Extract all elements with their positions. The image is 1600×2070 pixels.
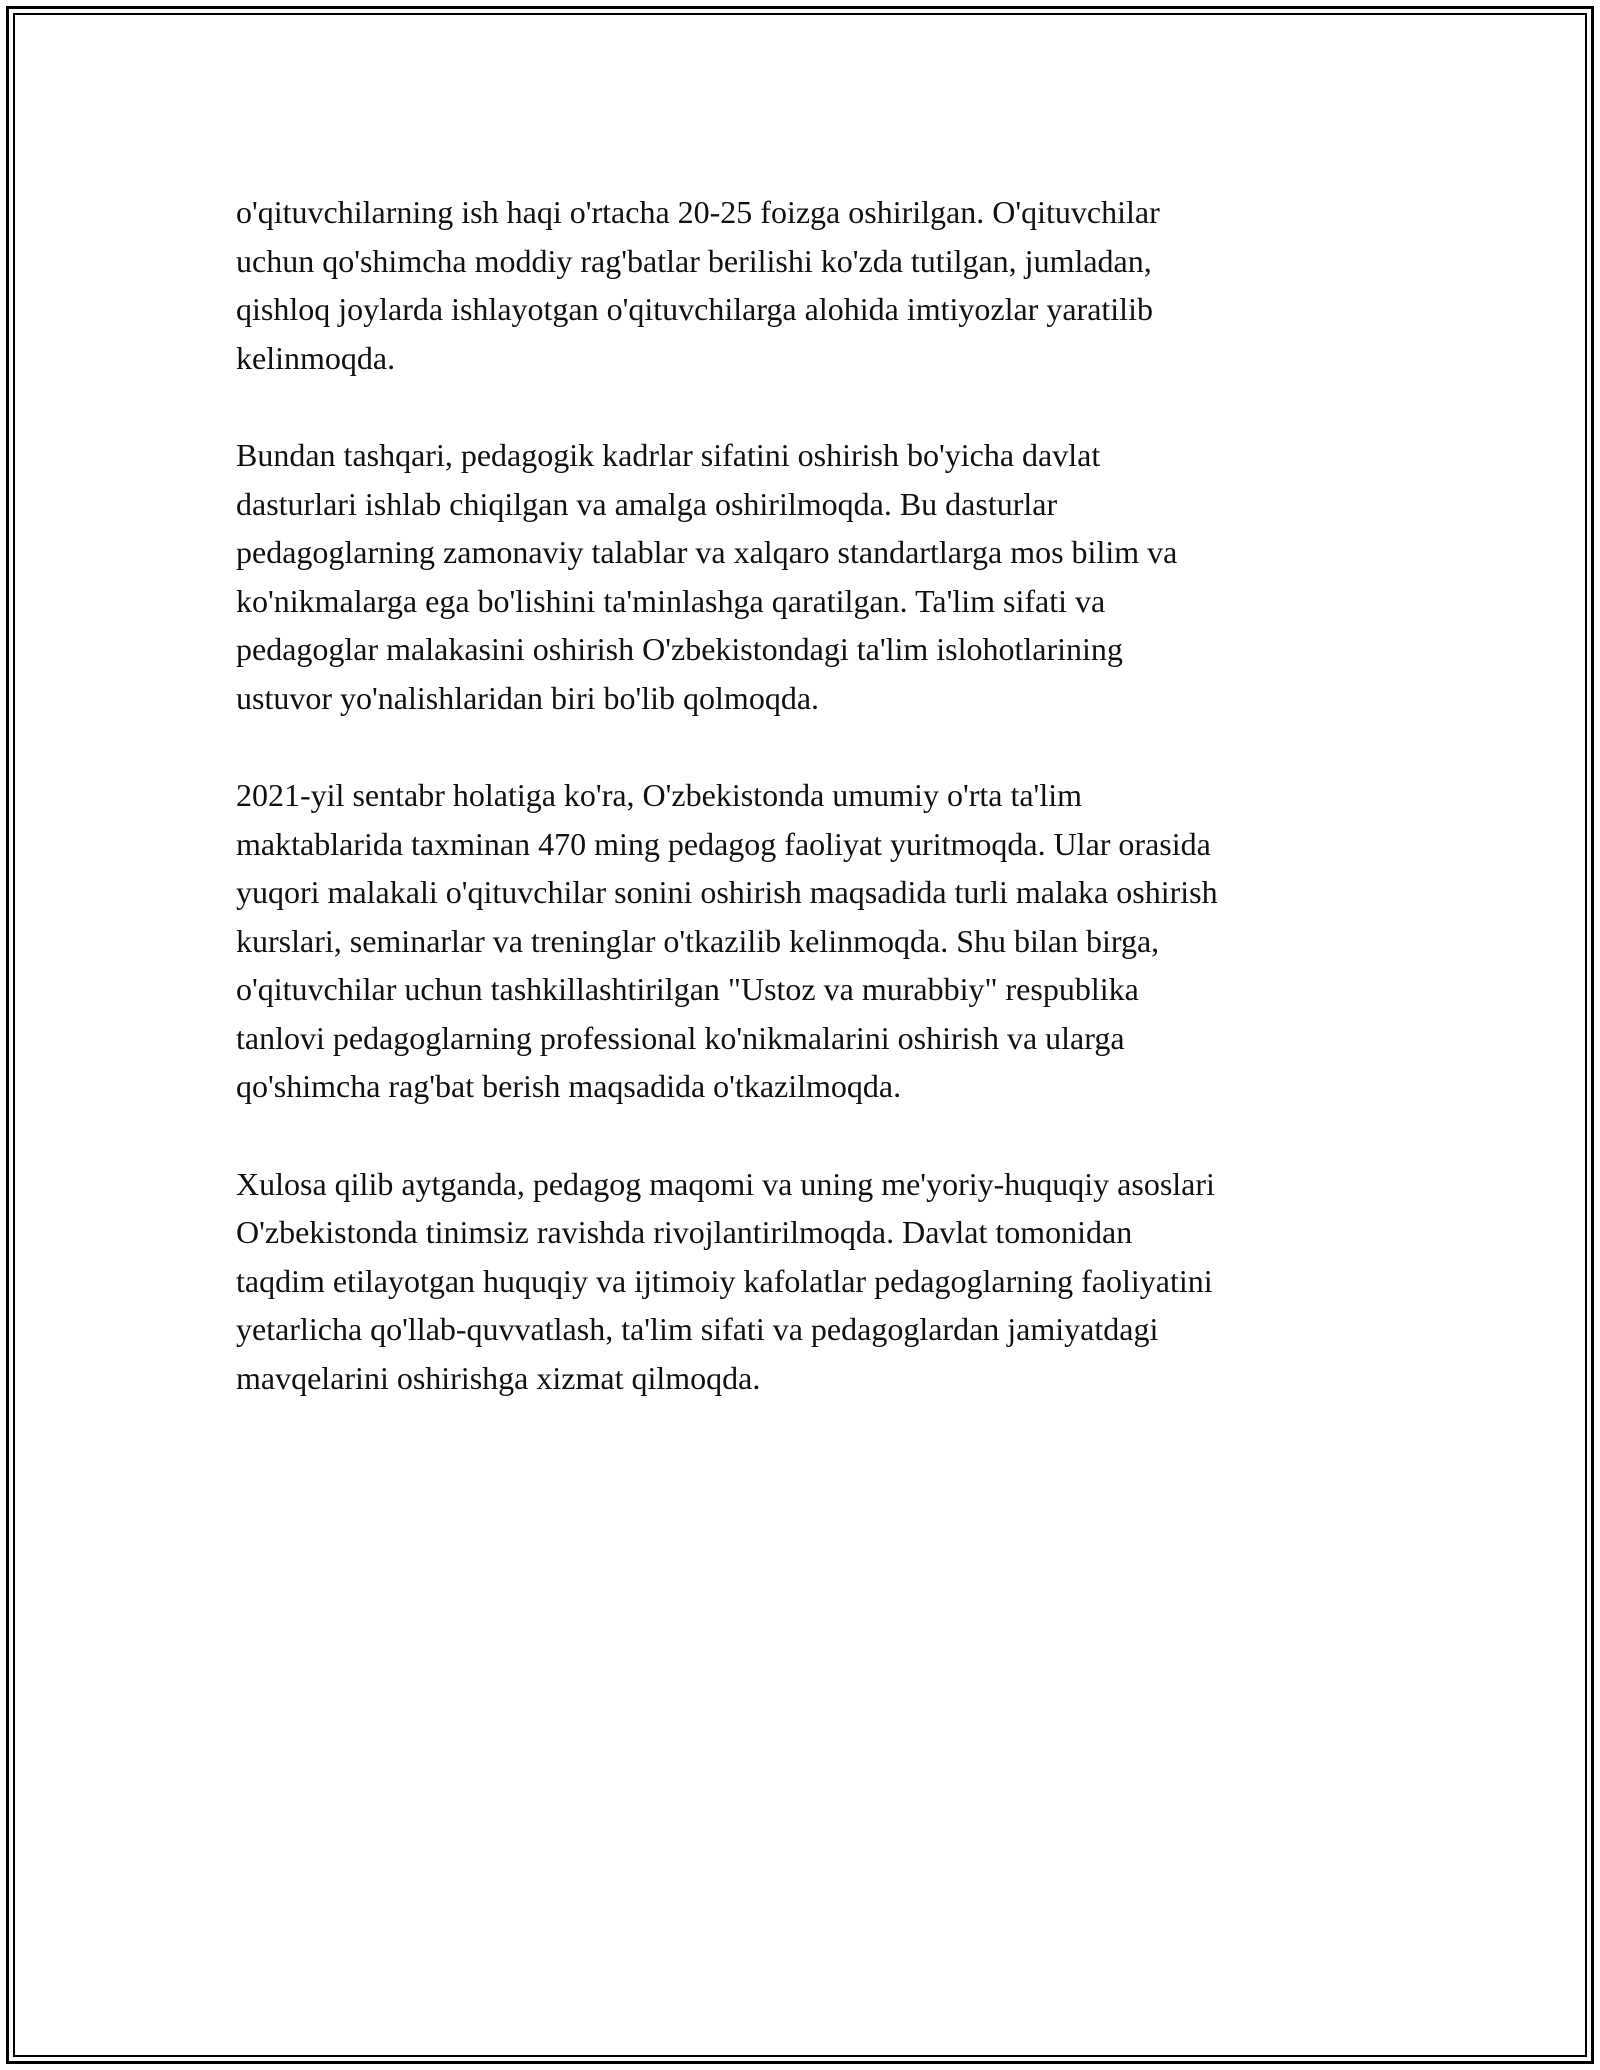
paragraph-teacher-statistics: 2021-yil sentabr holatiga ko'ra, O'zbekistonda umumiy o'rta ta'lim maktablarida taxminan 470 ming pedagog faoliyat yuritmoqda. Ular orasida yuqori malakali o'qituvchilar sonini oshirish maqsadida turli malaka oshirish kurslari, seminarlar va treninglar o'tkazilib kelinmoqda. Shu bilan birga, o'qituvchilar uchun tashkillashtirilgan "Ustoz va murabbiy" respublika tanlovi pedagoglarning professional ko'nikmalarini oshirish va ularga qo'shimcha rag'bat berish maqsadida o'tkazilmoqda.	[236, 777, 1218, 1104]
paragraph-teacher-salary: o'qituvchilarning ish haqi o'rtacha 20-25 foizga oshirilgan. O'qituvchilar uchun qo'shimcha moddiy rag'batlar berilishi ko'zda tutilgan, jumladan, qishloq joylarda ishlayotgan o'qituvchilarga alohida imtiyozlar yaratilib kelinmoqda.	[236, 194, 1160, 376]
paragraph-conclusion: Xulosa qilib aytganda, pedagog maqomi va uning me'yoriy-huquqiy asoslari O'zbekistonda tinimsiz ravishda rivojlantirilmoqda. Davlat tomonidan taqdim etilayotgan huquqiy va ijtimoiy kafolatlar pedagoglarning faoliyatini yetarlicha qo'llab-quvvatlash, ta'lim sifati va pedagoglardan jamiyatdagi mavqelarini oshirishga xizmat qilmoqda.	[236, 1165, 1215, 1396]
document-body	[236, 188, 1376, 1451]
paragraph-state-programs: Bundan tashqari, pedagogik kadrlar sifatini oshirish bo'yicha davlat dasturlari ishlab chiqilgan va amalga oshirilmoqda. Bu dasturlar pedagoglarning zamonaviy talablar va xalqaro standartlarga mos bilim va ko'nikmalarga ega bo'lishini ta'minlashga qaratilgan. Ta'lim sifati va pedagoglar malakasini oshirish O'zbekistondagi ta'lim islohotlarining ustuvor yo'nalishlaridan biri bo'lib qolmoqda.	[236, 437, 1178, 716]
